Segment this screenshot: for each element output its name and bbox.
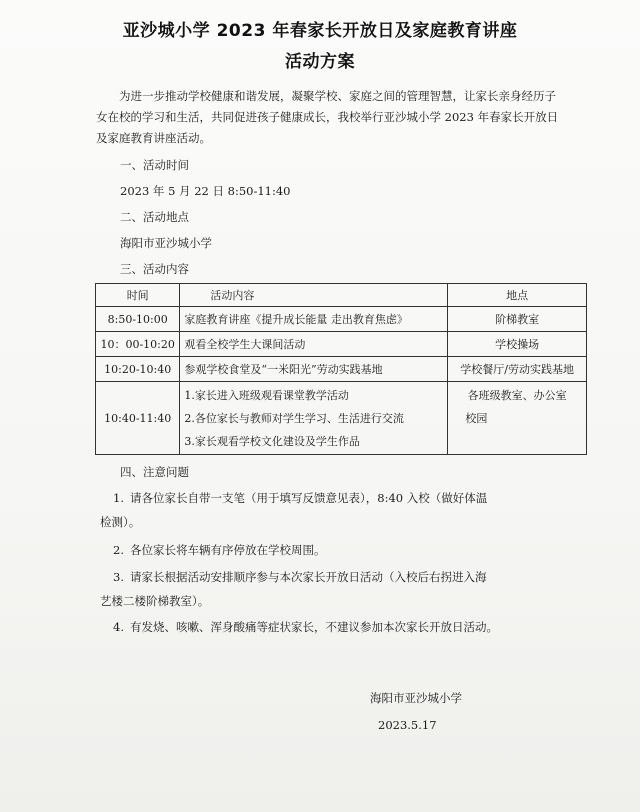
header-content: 活动内容	[180, 284, 448, 307]
schedule-table	[95, 283, 587, 455]
row-place: 学校操场	[448, 332, 587, 357]
row-content: 家庭教育讲座《提升成长能量 走出教育焦虑》	[180, 307, 448, 332]
row-time: 10:40-11:40	[96, 382, 180, 455]
row-content: 观看全校学生大课间活动	[180, 332, 448, 357]
signature-date: 2023.5.17	[378, 718, 437, 732]
note-text: 有发烧、咳嗽、浑身酸痛等症状家长，不建议参加本次家长开放日活动。	[130, 620, 498, 634]
intro-paragraph: 为进一步推动学校健康和谐发展，凝聚学校、家庭之间的管理智慧，让家长亲身经历子女在校的学习和生活，共同促进孩子健康成长，我校举行亚沙城小学 2023 年春家长开放日及家庭教育讲座活动。	[96, 89, 559, 145]
table-header-row	[96, 284, 587, 307]
row-content-line: 2.各位家长与教师对学生学习、生活进行交流	[184, 411, 404, 425]
note-text-continued: 艺楼二楼阶梯教室）。	[100, 594, 210, 608]
table-row	[96, 357, 587, 382]
row-time: 8:50-10:00	[96, 307, 180, 332]
section-notes-heading: 四、注意问题	[120, 465, 189, 479]
note-text: 请家长根据活动安排顺序参与本次家长开放日活动（入校后右拐进入海	[130, 570, 487, 584]
section-place-value: 海阳市亚沙城小学	[120, 236, 212, 250]
note-text: 请各位家长自带一支笔（用于填写反馈意见表），8:40 入校（做好体温	[130, 491, 488, 505]
note-item	[96, 486, 566, 534]
table-row	[96, 332, 587, 357]
table-row	[96, 307, 587, 332]
note-item	[96, 615, 566, 639]
row-content	[180, 382, 448, 455]
table-row	[96, 382, 587, 455]
note-item	[96, 538, 566, 562]
row-place: 学校餐厅/劳动实践基地	[448, 357, 587, 382]
row-time: 10：00-10:20	[96, 332, 180, 357]
signature-org: 海阳市亚沙城小学	[370, 691, 462, 705]
section-content-heading: 三、活动内容	[120, 262, 189, 276]
note-item	[96, 565, 566, 613]
note-number: 4.	[113, 620, 124, 634]
row-place-line: 校园	[465, 412, 488, 425]
row-place	[448, 382, 587, 455]
document-subtitle: 活动方案	[285, 52, 355, 72]
note-number: 3.	[113, 570, 124, 584]
row-content: 参观学校食堂及“一米阳光”劳动实践基地	[180, 357, 448, 382]
header-place: 地点	[448, 284, 587, 307]
section-place-heading: 二、活动地点	[120, 210, 189, 224]
row-place: 阶梯教室	[448, 307, 587, 332]
note-number: 1.	[113, 491, 124, 505]
document-title: 亚沙城小学 2023 年春家长开放日及家庭教育讲座	[122, 21, 518, 41]
row-place-line: 各班级教室、办公室	[467, 389, 567, 402]
note-text-continued: 检测）。	[100, 515, 141, 529]
row-content-line: 3.家长观看学校文化建设及学生作品	[184, 434, 360, 448]
section-time-heading: 一、活动时间	[120, 158, 189, 172]
row-content-line: 1.家长进入班级观看课堂教学活动	[184, 388, 349, 402]
section-time-value: 2023 年 5 月 22 日 8:50-11:40	[120, 184, 291, 198]
row-time: 10:20-10:40	[96, 357, 180, 382]
note-text: 各位家长将车辆有序停放在学校周围。	[130, 543, 326, 557]
note-number: 2.	[113, 543, 124, 557]
header-time: 时间	[96, 284, 180, 307]
